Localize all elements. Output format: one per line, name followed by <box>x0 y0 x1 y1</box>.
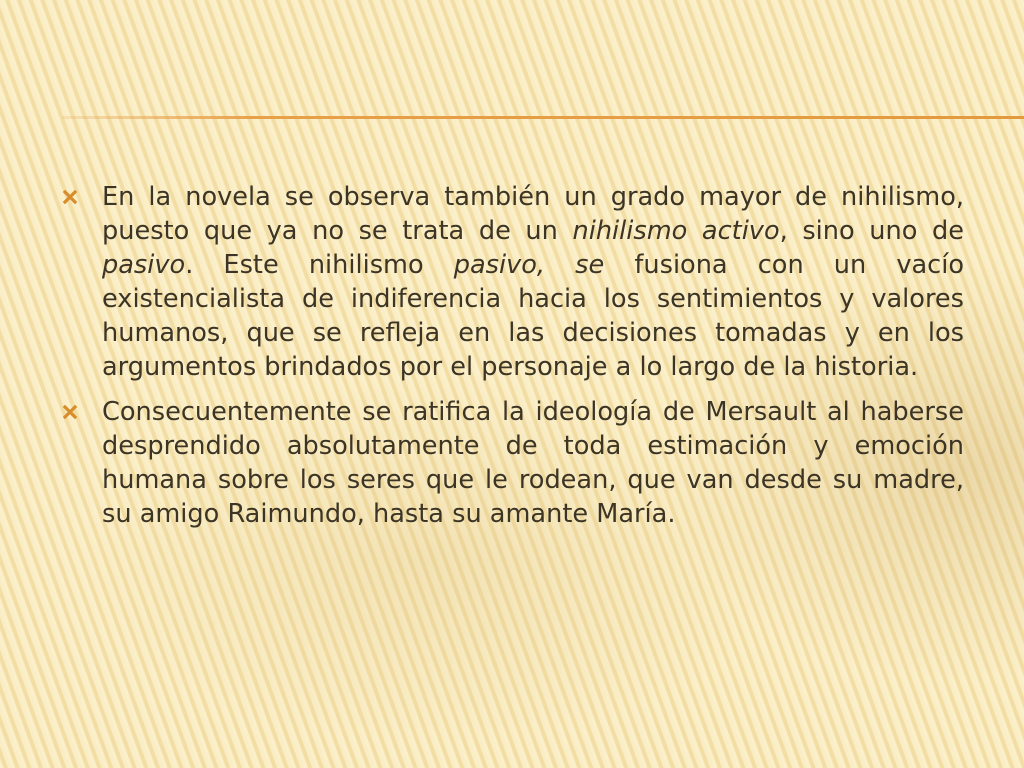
bullet-text: En la novela se observa también un grado mayor de nihilismo, puesto que ya no se trata de un nihilismo activo, sino uno de pasivo. Este nihilismo pasivo, se fusiona con un vacío existencialista de indiferencia hacia los sentimientos y valores humanos, que se refleja en las decisiones tomadas y en los argumentos brindados por el personaje a lo largo de la historia. <box>102 182 965 382</box>
italic-term: pasivo <box>102 250 186 280</box>
italic-term: pasivo, se <box>453 250 605 280</box>
bullet-item-1 <box>62 180 964 384</box>
x-mark-icon <box>62 404 82 424</box>
bullet-text: Consecuentemente se ratifica la ideología de Mersault al haberse desprendido absolutamente de toda estimación y emoción humana sobre los seres que le rodean, que van desde su madre, su amigo Raimundo, hasta su amante María. <box>102 397 964 529</box>
bullet-item-2 <box>62 395 964 531</box>
italic-term: nihilismo activo <box>572 216 780 246</box>
title-divider-line <box>62 116 1024 119</box>
x-mark-icon <box>62 189 82 209</box>
slide-content <box>62 180 964 542</box>
